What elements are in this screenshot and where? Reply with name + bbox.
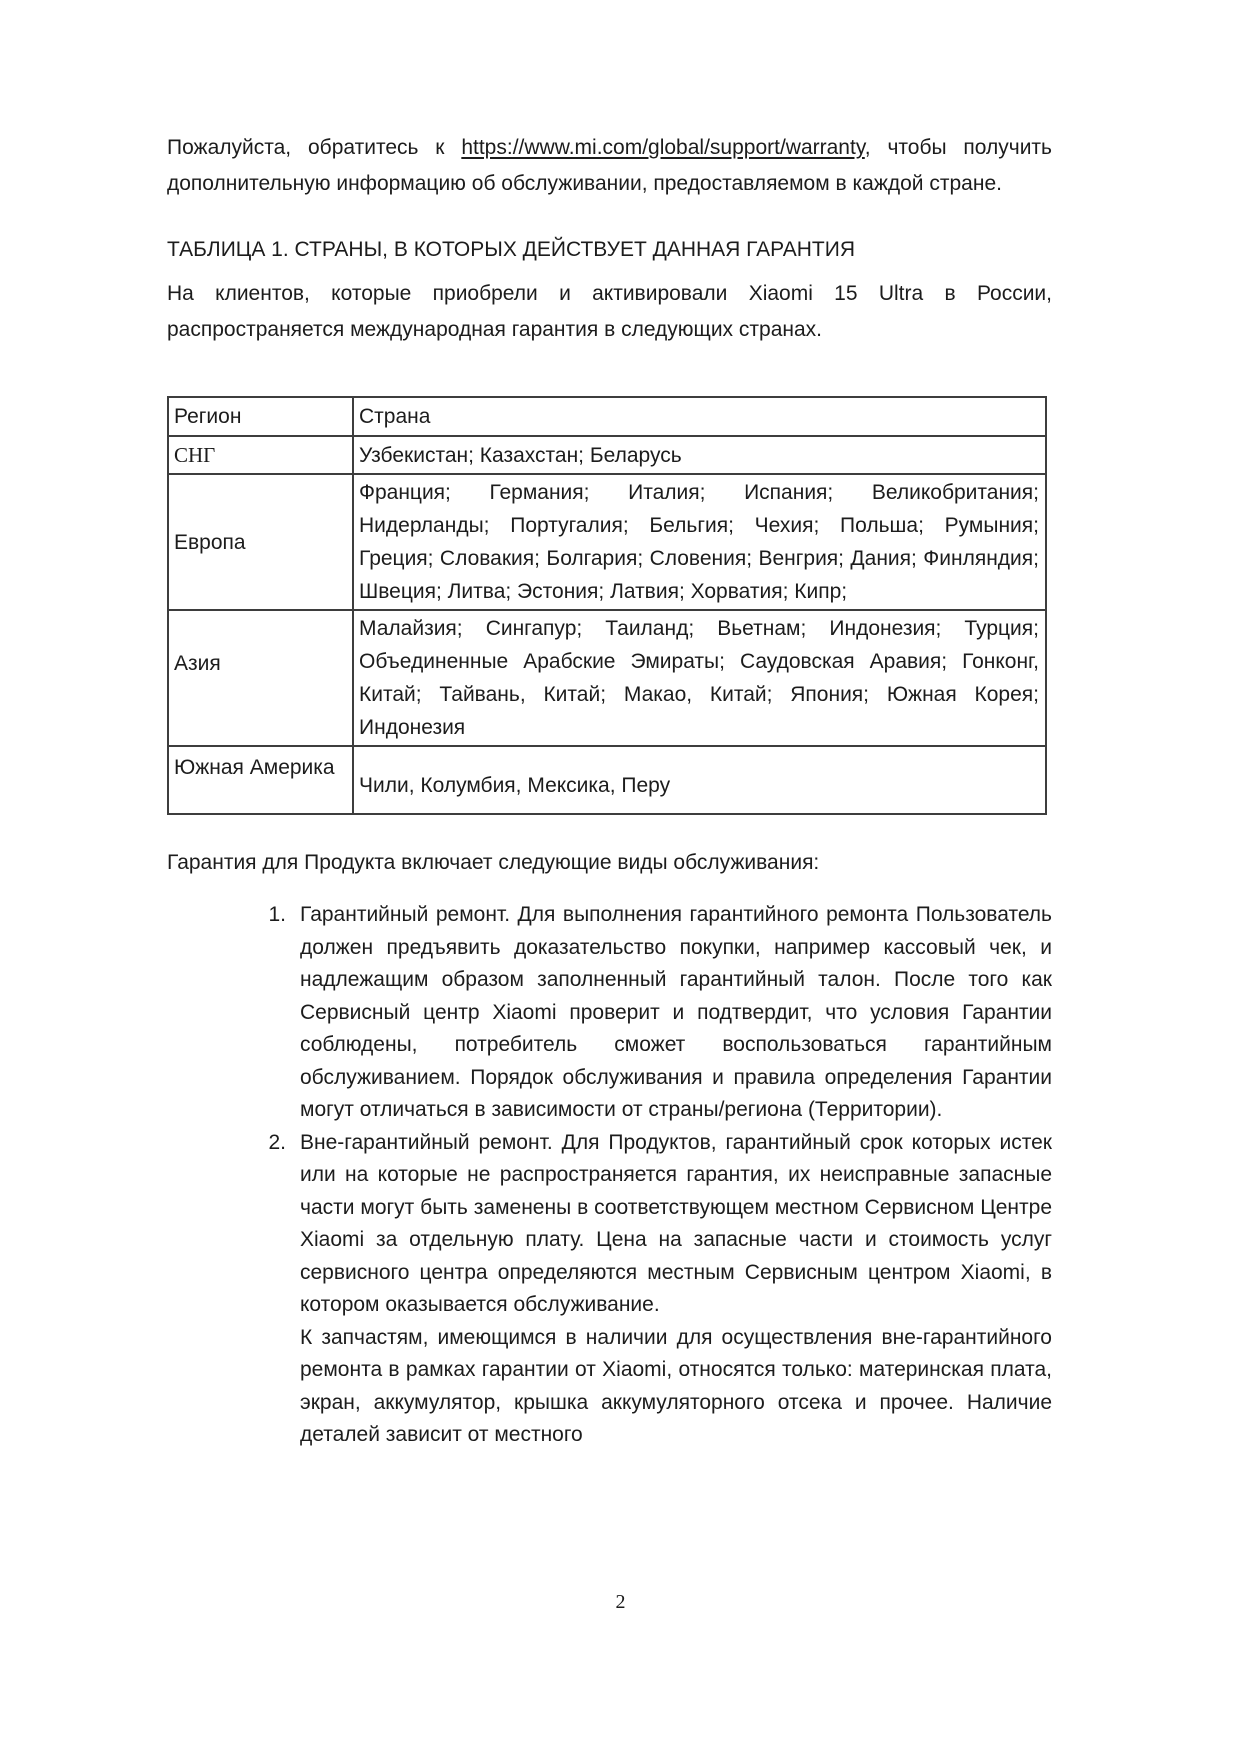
country-column-header: Страна bbox=[353, 397, 1046, 436]
list-item-1-number: 1. bbox=[268, 903, 286, 926]
list-item-1-text: Гарантийный ремонт. Для выполнения гарантийного ремонта Пользователь должен предъявить доказательство покупки, например кассовый чек, и надлежащим образом заполненный гарантийный талон. После того как Сервисный центр Xiaomi проверит и подтвердит, что условия Гарантии соблюдены, потребитель сможет воспользоваться гарантийным обслуживанием. Порядок обслуживания и правила определения Гарантии могут отличаться в зависимости от страны/региона (Территории). bbox=[300, 903, 1052, 1121]
services-intro-paragraph: Гарантия для Продукта включает следующие виды обслуживания: bbox=[167, 851, 820, 874]
table-row-cis bbox=[168, 436, 1046, 474]
intro-text-after-link: , чтобы получить дополнительную информацию об обслуживании, предоставляемом в каждой стране. bbox=[167, 136, 1052, 195]
country-cell-asia: Малайзия; Сингапур; Таиланд; Вьетнам; Индонезия; Турция; Объединенные Арабские Эмираты; Саудовская Аравия; Гонконг, Китай; Тайвань, Китай; Макао, Китай; Япония; Южная Корея; Индонезия bbox=[353, 610, 1046, 746]
region-cell-south-america: Южная Америка bbox=[168, 746, 353, 814]
page-number: 2 bbox=[615, 1591, 626, 1613]
list-item-2-number: 2. bbox=[268, 1130, 286, 1154]
list-item-2-paragraph-2: К запчастям, имеющимся в наличии для осуществления вне-гарантийного ремонта в рамках гарантии от Xiaomi, относятся только: материнская плата, экран, аккумулятор, крышка аккумуляторного отсека и прочее. Наличие деталей зависит от местного bbox=[300, 1325, 1052, 1446]
list-item-2-body bbox=[300, 1127, 1052, 1452]
region-column-header: Регион bbox=[168, 397, 353, 436]
warranty-url-link[interactable]: https://www.mi.com/global/support/warranty bbox=[461, 136, 865, 159]
intro-text-before-link: Пожалуйста, обратитесь к bbox=[167, 136, 462, 159]
table-1-heading: ТАБЛИЦА 1. СТРАНЫ, В КОТОРЫХ ДЕЙСТВУЕТ ДАННАЯ ГАРАНТИЯ bbox=[167, 238, 856, 261]
table-header-row bbox=[168, 397, 1046, 436]
country-cell-cis: Узбекистан; Казахстан; Беларусь bbox=[353, 436, 1046, 474]
region-cell-asia: Азия bbox=[168, 610, 353, 746]
warranty-countries-table bbox=[167, 396, 1047, 815]
country-cell-south-america: Чили, Колумбия, Мексика, Перу bbox=[353, 746, 1046, 814]
country-cell-europe: Франция; Германия; Италия; Испания; Великобритания; Нидерланды; Португалия; Бельгия; Чехия; Польша; Румыния; Греция; Словакия; Болгария; Словения; Венгрия; Дания; Финляндия; Швеция; Литва; Эстония; Латвия; Хорватия; Кипр; bbox=[353, 474, 1046, 610]
table-row-europe bbox=[168, 474, 1046, 610]
services-numbered-list bbox=[167, 899, 1052, 1452]
list-item-out-of-warranty-repair bbox=[167, 1127, 1052, 1452]
region-cell-europe: Европа bbox=[168, 474, 353, 610]
table-row-south-america bbox=[168, 746, 1046, 814]
table-intro-paragraph: На клиентов, которые приобрели и активировали Xiaomi 15 Ultra в России, распространяется международная гарантия в следующих странах. bbox=[167, 282, 1052, 341]
list-item-warranty-repair bbox=[167, 899, 1052, 1127]
region-cell-cis: СНГ bbox=[168, 436, 353, 474]
list-item-2-paragraph-1: Вне-гарантийный ремонт. Для Продуктов, гарантийный срок которых истек или на которые не распространяется гарантия, их неисправные запасные части могут быть заменены в соответствующем местном Сервисном Центре Xiaomi за отдельную плату. Цена на запасные части и стоимость услуг сервисного центра определяются местным Сервисным центром Xiaomi, в котором оказывается обслуживание. bbox=[300, 1130, 1052, 1316]
intro-paragraph bbox=[167, 130, 1052, 202]
table-row-asia bbox=[168, 610, 1046, 746]
